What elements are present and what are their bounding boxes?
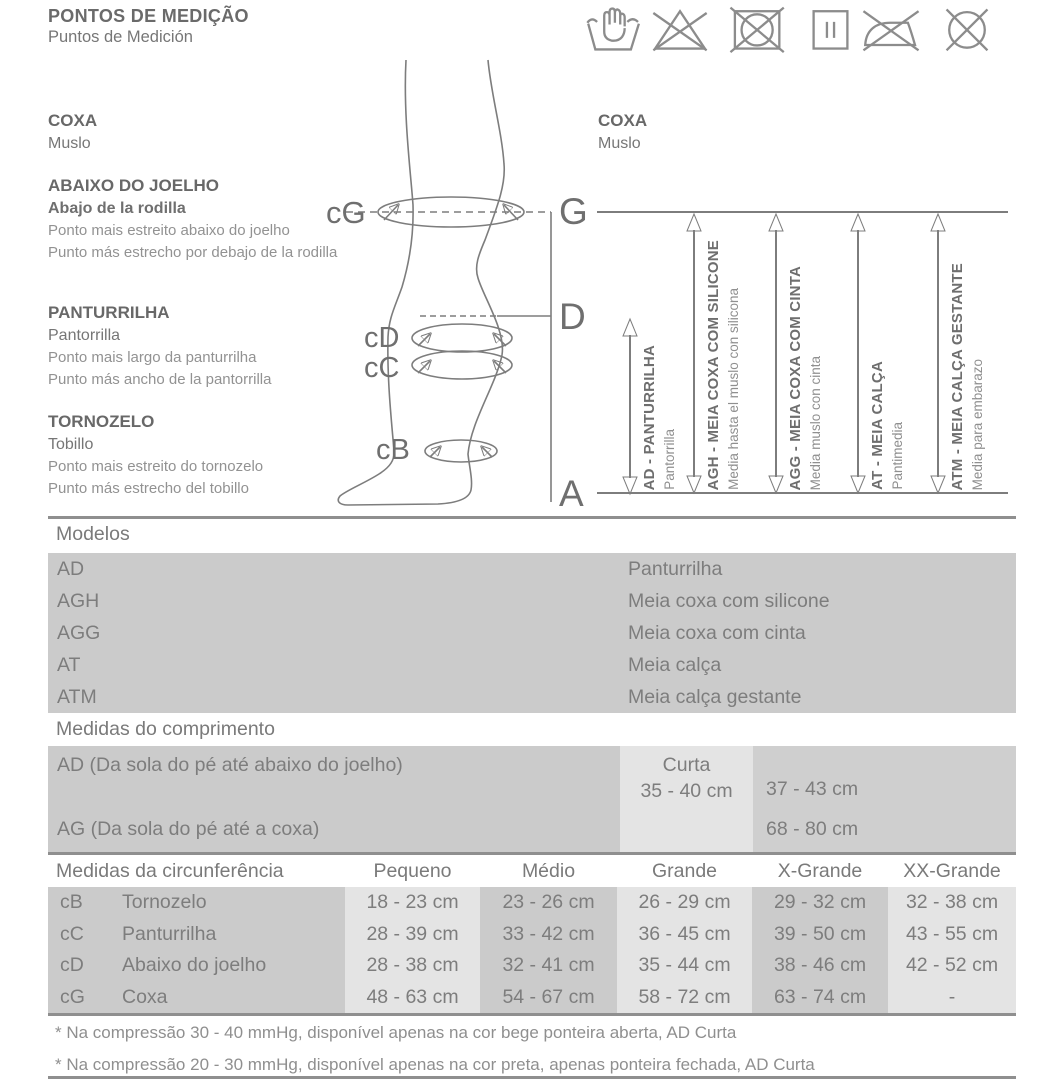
model-label-es: Media para embarazo — [970, 358, 985, 490]
arrow-agg — [769, 214, 783, 493]
divider — [48, 1076, 1016, 1079]
do-not-iron-icon — [858, 5, 924, 53]
mp-desc-es: Punto más estrecho del tobillo — [48, 480, 249, 497]
comprimento-ad-value: 37 - 43 cm — [766, 778, 859, 800]
mp-desc-es: Punto más ancho de la pantorrilla — [48, 371, 272, 388]
size-header: Pequeno — [373, 860, 452, 882]
table-row — [48, 585, 1016, 617]
level-label-d: D — [559, 296, 586, 337]
level-label-g: G — [559, 191, 588, 232]
divider — [48, 516, 1016, 519]
hand-wash-icon — [583, 5, 645, 53]
curta-value: 35 - 40 cm — [640, 780, 733, 802]
model-label-atm — [949, 263, 985, 490]
table-row-label — [48, 887, 345, 919]
mp-subtitle: Pantorrilla — [48, 327, 121, 344]
size-value: 39 - 50 cm — [752, 919, 888, 951]
do-not-bleach-icon — [648, 5, 712, 53]
mp-title: TORNOZELO — [48, 412, 155, 431]
model-desc: Panturrilha — [628, 557, 723, 580]
comprimento-row-ag: AG (Da sola do pé até a coxa) — [57, 818, 320, 840]
size-value: 36 - 45 cm — [617, 919, 752, 951]
size-value: 18 - 23 cm — [345, 887, 480, 919]
curta-cell — [620, 752, 753, 804]
model-code: ATM — [57, 685, 97, 708]
mp-title: ABAIXO DO JOELHO — [48, 176, 219, 195]
size-value: 42 - 52 cm — [888, 950, 1016, 982]
mp-desc-es: Punto más estrecho por debajo de la rodilla — [48, 244, 338, 261]
model-label-es: Pantimedia — [890, 422, 905, 490]
size-header: Grande — [651, 860, 718, 882]
model-desc: Meia calça gestante — [628, 685, 802, 708]
circunferencia-header — [48, 856, 1016, 887]
mp-title: PANTURRILHA — [48, 303, 170, 322]
divider — [48, 1013, 1016, 1016]
table-row — [48, 617, 1016, 649]
size-value: 26 - 29 cm — [617, 887, 752, 919]
point-name: Tornozelo — [122, 891, 207, 914]
arrow-at — [851, 214, 865, 493]
size-header: X-Grande — [777, 860, 863, 882]
point-name: Coxa — [122, 985, 168, 1008]
dry-flat-icon — [808, 5, 853, 53]
model-code: AT — [57, 653, 81, 676]
mp-subtitle: Muslo — [48, 135, 91, 152]
size-value: 32 - 41 cm — [480, 950, 617, 982]
size-header: Médio — [521, 860, 576, 882]
ring-label-cd: cD — [364, 322, 400, 354]
point-name: Abaixo do joelho — [122, 954, 267, 977]
mp-desc-pt: Ponto mais largo da panturrilha — [48, 349, 257, 366]
model-desc: Meia coxa com silicone — [628, 589, 830, 612]
model-label-pt: ATM - MEIA CALÇA GESTANTE — [949, 262, 966, 490]
model-label-agh — [705, 240, 741, 490]
arrow-ad — [623, 319, 637, 494]
point-code: cB — [60, 891, 83, 914]
size-value: 48 - 63 cm — [345, 982, 480, 1014]
leg-diagram — [320, 55, 610, 515]
mp-title: COXA — [48, 111, 98, 130]
size-value: 28 - 38 cm — [345, 950, 480, 982]
arrow-agh — [687, 214, 701, 493]
ring-label-cg: cG — [326, 195, 366, 230]
arrow-atm — [931, 214, 945, 493]
ring-label-cc: cC — [364, 352, 400, 384]
model-label-agg — [787, 266, 823, 490]
point-code: cD — [60, 954, 84, 977]
mp-desc-pt: Ponto mais estreito do tornozelo — [48, 458, 264, 475]
size-value: 43 - 55 cm — [888, 919, 1016, 951]
page-title: PONTOS DE MEDIÇÃO — [48, 6, 249, 26]
footnote-2: * Na compressão 20 - 30 mmHg, disponível apenas na cor preta, apenas ponteira fechada, AD Curta — [55, 1055, 815, 1074]
model-desc: Meia calça — [628, 653, 722, 676]
measure-point-abaixo-joelho — [48, 175, 348, 264]
modelos-title: Modelos — [56, 523, 130, 545]
size-value: 35 - 44 cm — [617, 950, 752, 982]
size-value: 58 - 72 cm — [617, 982, 752, 1014]
size-value: 23 - 26 cm — [480, 887, 617, 919]
model-code: AD — [57, 557, 85, 580]
ring-label-cb: cB — [376, 434, 410, 466]
mp-desc-pt: Ponto mais estreito abaixo do joelho — [48, 222, 290, 239]
measure-point-tornozelo — [48, 411, 348, 500]
right-coxa-title: COXA — [598, 111, 648, 130]
size-value: 63 - 74 cm — [752, 982, 888, 1014]
table-row-label — [48, 919, 345, 951]
modelos-table — [48, 553, 1016, 713]
model-label-pt: AT - MEIA CALÇA — [869, 361, 886, 490]
size-value: 38 - 46 cm — [752, 950, 888, 982]
measure-point-coxa — [48, 110, 348, 155]
table-row-label — [48, 982, 345, 1014]
size-value: 33 - 42 cm — [480, 919, 617, 951]
model-label-es: Media muslo con cinta — [808, 355, 823, 490]
curta-label: Curta — [662, 754, 711, 776]
leg-outline — [338, 60, 504, 505]
page-subtitle: Puntos de Medición — [48, 28, 193, 46]
comprimento-table — [48, 746, 1016, 852]
do-not-tumble-dry-icon — [726, 5, 790, 53]
model-label-ad — [641, 345, 677, 490]
size-value: 32 - 38 cm — [888, 887, 1016, 919]
model-label-es: Media hasta el muslo con silicona — [726, 288, 741, 490]
point-code: cG — [60, 985, 85, 1008]
table-row — [48, 681, 1016, 713]
model-label-pt: AGH - MEIA COXA COM SILICONE — [705, 239, 722, 490]
point-name: Panturrilha — [122, 922, 217, 945]
model-label-pt: AD - PANTURRILHA — [641, 344, 658, 490]
circunferencia-title: Medidas da circunferência — [56, 860, 284, 882]
do-not-dry-clean-icon — [934, 5, 1000, 53]
comprimento-title: Medidas do comprimento — [56, 718, 275, 740]
size-value: 29 - 32 cm — [752, 887, 888, 919]
model-code: AGG — [57, 621, 101, 644]
right-coxa-subtitle: Muslo — [598, 135, 641, 152]
table-row-label — [48, 950, 345, 982]
footnote-1: * Na compressão 30 - 40 mmHg, disponível apenas na cor bege ponteira aberta, AD Curta — [55, 1023, 737, 1042]
model-desc: Meia coxa com cinta — [628, 621, 806, 644]
level-label-a: A — [559, 473, 584, 514]
model-label-at — [869, 361, 905, 490]
size-value: - — [888, 982, 1016, 1014]
mp-subtitle: Tobillo — [48, 436, 94, 453]
table-row — [48, 553, 1016, 585]
measure-point-panturrilha — [48, 302, 348, 391]
size-header: XX-Grande — [903, 860, 1001, 882]
circunferencia-table — [48, 887, 1016, 1013]
table-row — [48, 649, 1016, 681]
comprimento-row-ad: AD (Da sola do pé até abaixo do joelho) — [57, 754, 403, 776]
size-value: 28 - 39 cm — [345, 919, 480, 951]
divider — [48, 852, 1016, 855]
model-label-es: Pantorrilla — [662, 429, 677, 490]
model-code: AGH — [57, 589, 100, 612]
size-value: 54 - 67 cm — [480, 982, 617, 1014]
model-label-pt: AGG - MEIA COXA COM CINTA — [787, 265, 804, 490]
comprimento-ag-value: 68 - 80 cm — [766, 818, 859, 840]
mp-subtitle: Abajo de la rodilla — [48, 200, 186, 217]
point-code: cC — [60, 922, 84, 945]
